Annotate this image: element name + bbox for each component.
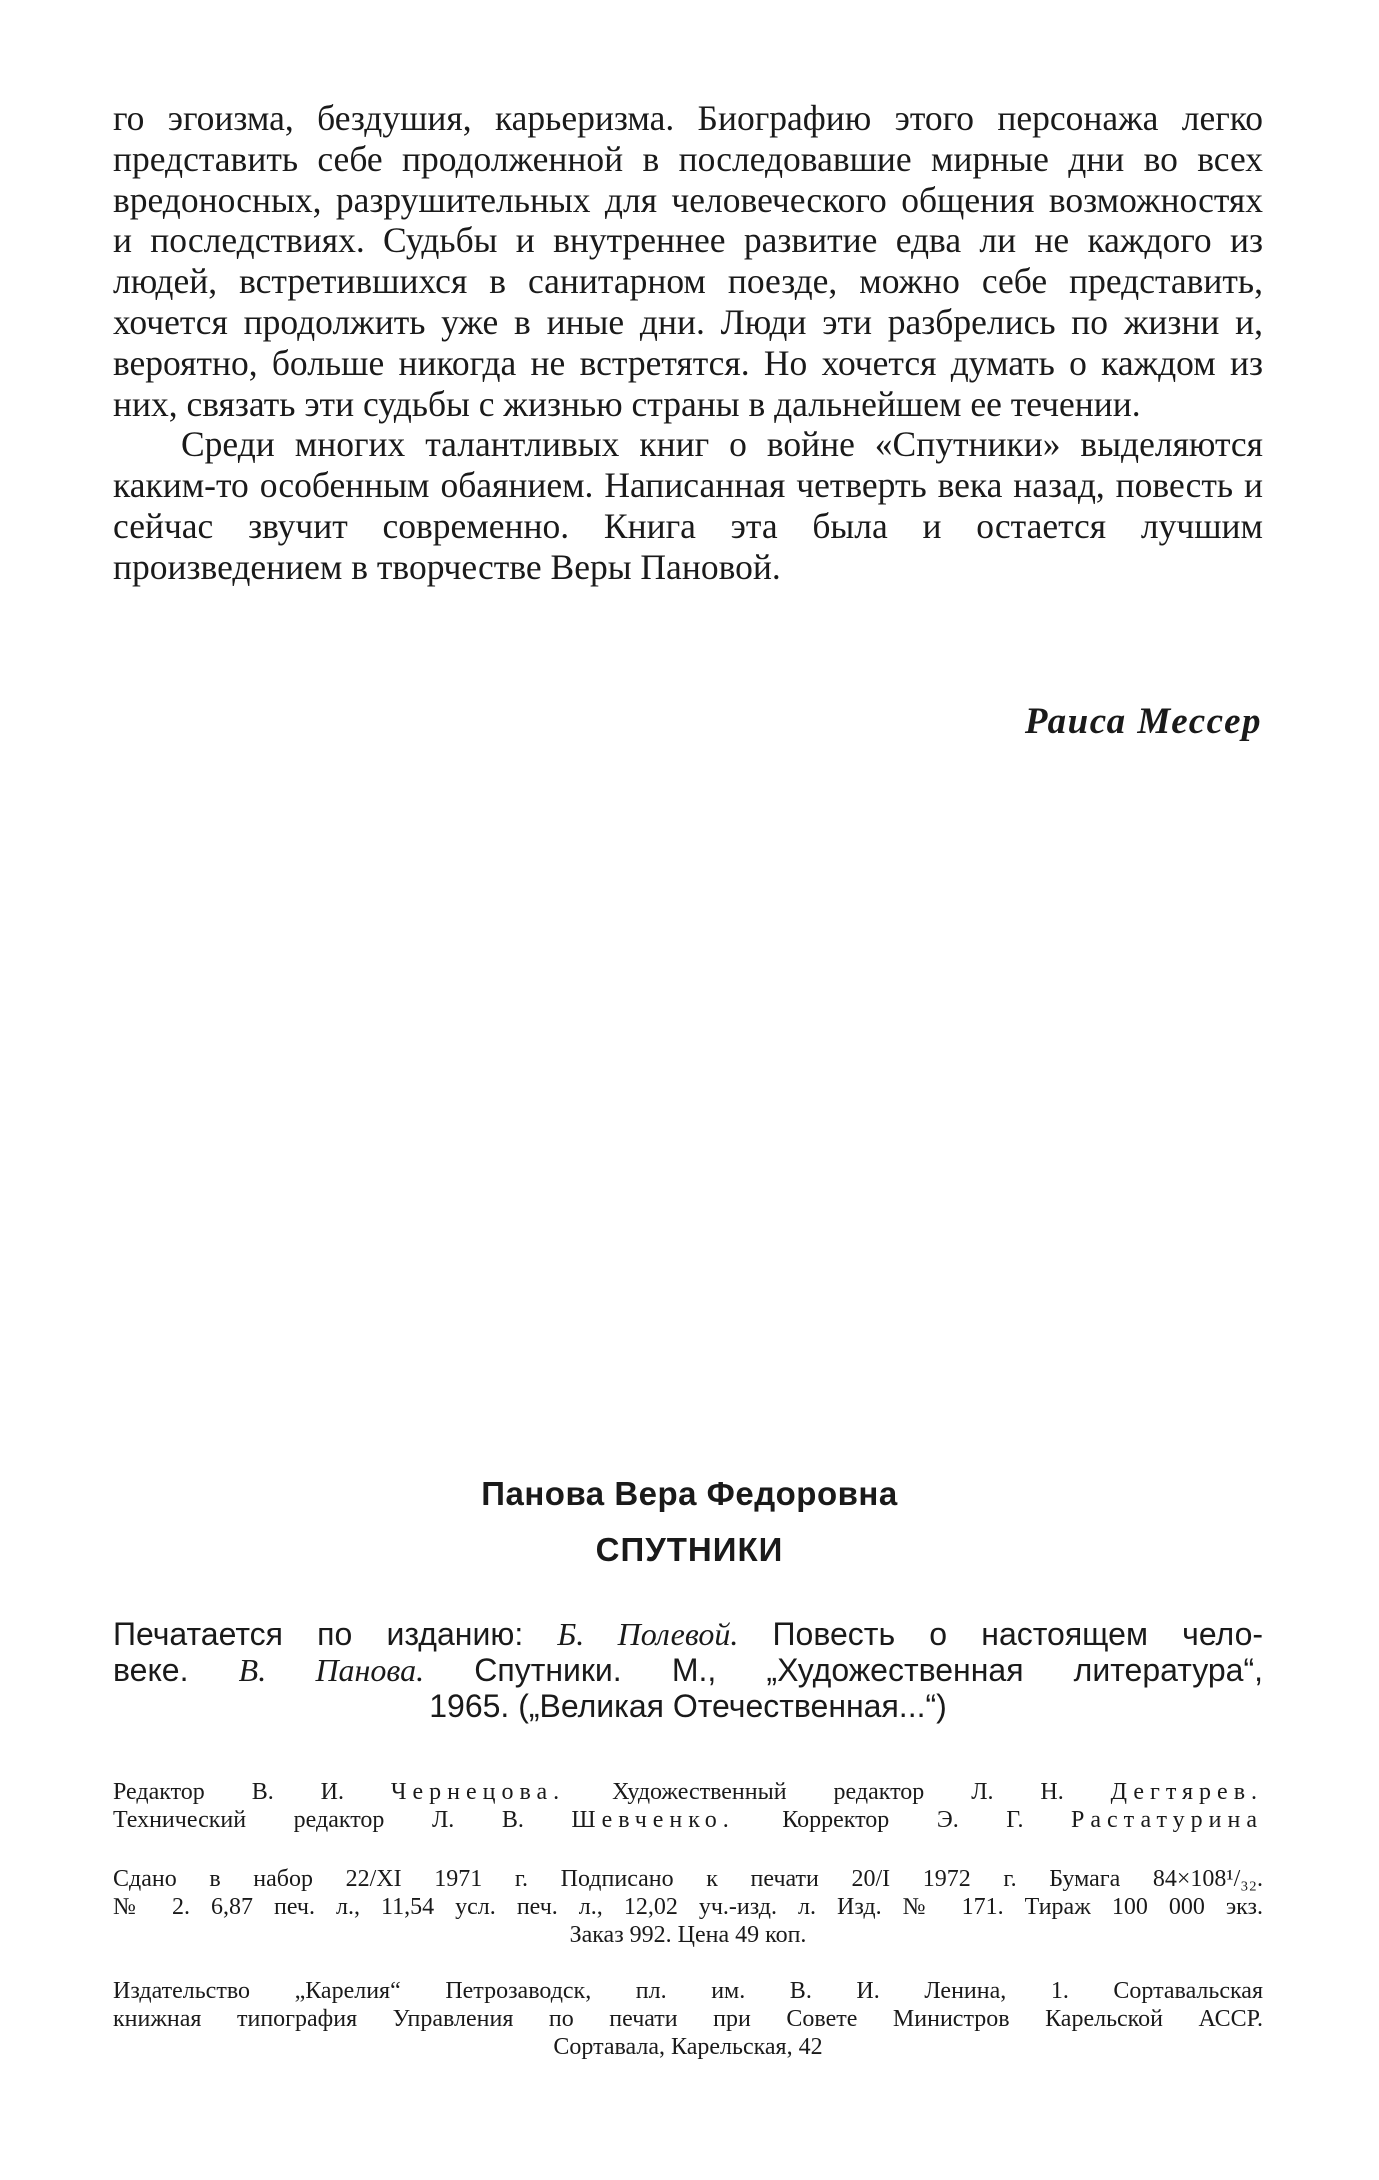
credit-label: Редактор — [113, 1779, 205, 1805]
publisher-line: книжная типография Управления по печати при Совете Министров Карельской АССР. — [113, 2006, 1263, 2032]
credit-name: Дегтярев. — [1110, 1779, 1264, 1805]
credit-name: Растатурина — [1071, 1807, 1264, 1833]
source-text: веке. — [113, 1652, 189, 1688]
print-details — [113, 1865, 1263, 1949]
essay-paragraph: Среди многих талантливых книг о войне «Спутники» выделяются каким-то особенным обаянием. Написанная четверть века назад, повесть и сейчас звучит современно. Книга эта была и остается лучшим произведением в творчестве Веры Пановой. — [113, 424, 1263, 587]
author-signature: Раиса Мессер — [1024, 701, 1262, 742]
credits-line — [113, 1778, 1263, 1806]
source-author: Б. Полевой. — [557, 1616, 739, 1652]
source-line: 1965. („Великая Отечественная...“) — [429, 1688, 947, 1724]
credit-initials: Л. Н. — [971, 1779, 1064, 1805]
publisher-line: Издательство „Карелия“ Петрозаводск, пл. им. В. И. Ленина, 1. Сортавальская — [113, 1978, 1263, 2004]
source-line — [113, 1616, 1263, 1652]
credit-name: Шевченко. — [571, 1807, 735, 1833]
credit-initials: В. И. — [251, 1779, 344, 1805]
print-line: Сдано в набор 22/XI 1971 г. Подписано к печати 20/I 1972 г. Бумага 84×108¹/₃₂. — [113, 1866, 1263, 1892]
credit-name: Чернецова. — [390, 1779, 566, 1805]
source-text: Повесть о настоящем чело- — [772, 1616, 1264, 1652]
editorial-credits — [113, 1778, 1263, 1834]
credit-label: Корректор — [782, 1807, 890, 1833]
print-line: Заказ 992. Цена 49 коп. — [569, 1922, 807, 1948]
book-author: Панова Вера Федоровна — [481, 1475, 898, 1512]
source-text: Спутники. М., „Художественная литература“, — [474, 1652, 1264, 1688]
source-prefix: Печатается по изданию: — [113, 1616, 524, 1652]
source-author: В. Панова. — [238, 1652, 425, 1688]
edition-source — [113, 1616, 1263, 1724]
book-title: СПУТНИКИ — [595, 1531, 784, 1568]
credit-initials: Э. Г. — [936, 1807, 1024, 1833]
source-line — [113, 1652, 1263, 1688]
credit-label: Художественный редактор — [612, 1779, 925, 1805]
print-line: № 2. 6,87 печ. л., 11,54 усл. печ. л., 12,02 уч.-изд. л. Изд. № 171. Тираж 100 000 экз. — [113, 1894, 1263, 1920]
essay-text — [113, 98, 1263, 588]
publisher-details — [113, 1977, 1263, 2061]
publisher-line: Сортавала, Карельская, 42 — [553, 2034, 823, 2060]
essay-paragraph: го эгоизма, бездушия, карьеризма. Биографию этого персонажа легко представить себе продолженной в последовавшие мирные дни во всех вредоносных, разрушительных для человеческого общения возможностях и последствиях. Судьбы и внутреннее развитие едва ли не каждого из людей, встретившихся в санитарном поезде, можно себе представить, хочется продолжить уже в иные дни. Люди эти разбрелись по жизни и, вероятно, больше никогда не встретятся. Но хочется думать о каждом из них, связать эти судьбы с жизнью страны в дальнейшем ее течении. — [113, 98, 1263, 424]
credit-label: Технический редактор — [113, 1807, 385, 1833]
credit-initials: Л. В. — [431, 1807, 524, 1833]
credits-line — [113, 1806, 1263, 1834]
